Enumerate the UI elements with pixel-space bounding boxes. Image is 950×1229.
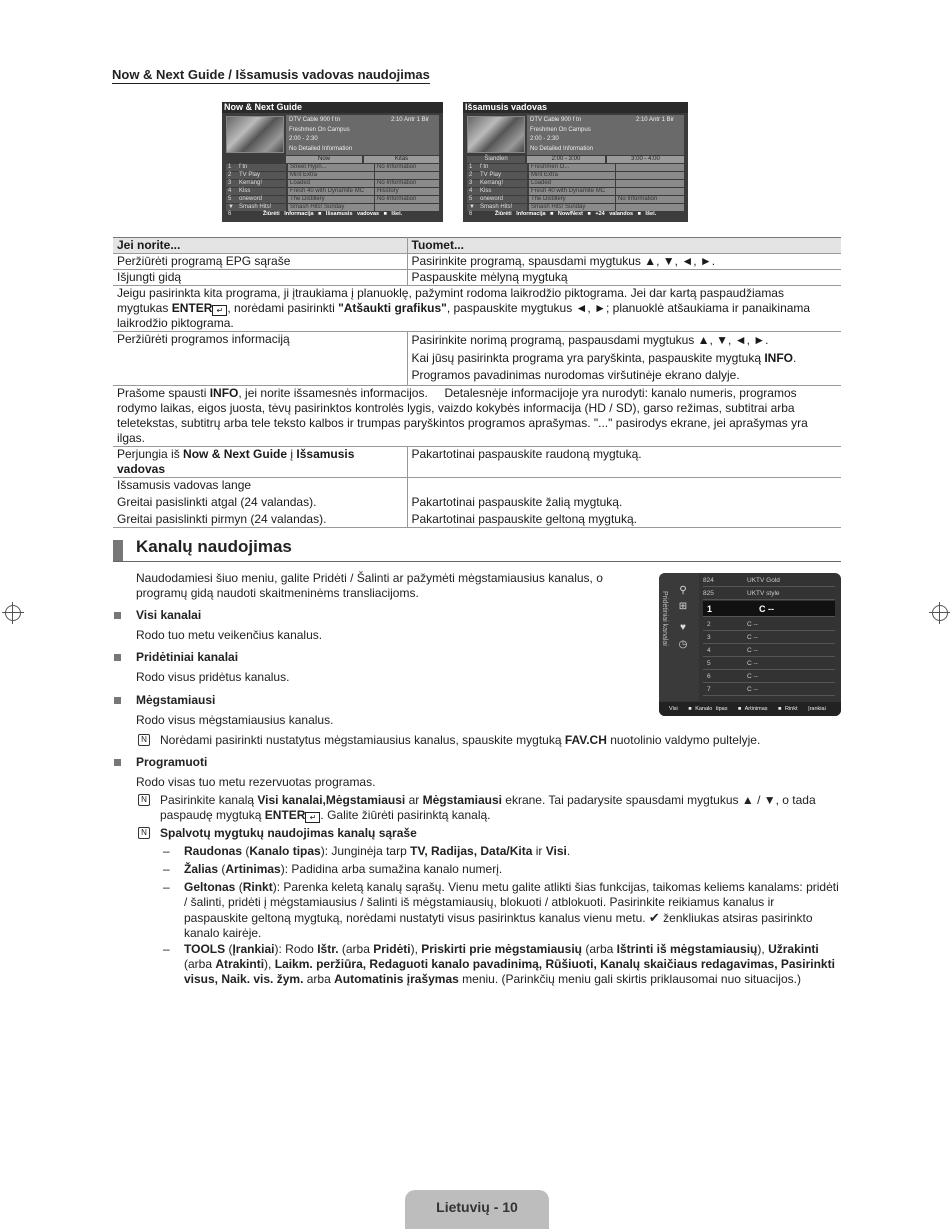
guide-section-title: Now & Next Guide / Išsamusis vadovas naudojimas xyxy=(112,67,430,82)
note-icon: N xyxy=(138,827,150,839)
color-button-desc: TOOLS (Įrankiai): Rodo Ištr. (arba Pridėti), Priskirti prie mėgstamiausių (arba Ištrinti iš mėgstamiausių), Užrakinti (arba Atrakinti), Laikm. peržiūra, Redaguoti kanalo pavadinimą, Rūšiuoti, Kanalų skaičiaus redagavimas, Pasirinkti visus, Naik. vis. žym. arba Automatinis įrašymas meniu. (Parinkčių meniu gali skirtis priklausomai nuo situacijos.) xyxy=(184,942,835,986)
item-text: Rodo visas tuo metu rezervuotas programas. xyxy=(136,775,376,789)
table-row: Prašome spausti INFO, jei norite išsamesnės informacijos. Detalesnėje informacijoje yra nurodyti: kanalo numeris, programos rodymo laikas, eigos juosta, tėvų pasirinktos kontrolės lygis, vaizdo kokybės informacija (HD / SD), garso režimas, subtitrai arba teletekstas, subtitrų arba tele teksto kalbos ir trumpas paryškintos programos aprašymas. "..." pasirodys ekrane, jei aprašymas yra ilgas. xyxy=(113,385,841,446)
bullet-square xyxy=(114,759,121,766)
screen-footer: Žiūrėti Informacija ■ Išsamusis vadovas ■ Išei. xyxy=(262,211,403,217)
item-text: Rodo visus pridėtus kanalus. xyxy=(136,670,290,684)
guide-row[interactable]: 4 Kiss Fresh 40 with Dynamite MC Hisstory xyxy=(226,188,439,195)
bullet-square xyxy=(114,612,121,619)
table-row: Perjungia iš Now & Next Guide į Išsamusis vadovas Pakartotinai paspauskite raudoną mygtuką. xyxy=(113,446,841,477)
guide-row[interactable]: 1 f tn Freshmen O... xyxy=(467,164,684,171)
section-title: Kanalų naudojimas xyxy=(136,537,292,556)
dash-marker: – xyxy=(163,880,170,894)
registration-mark-left xyxy=(5,605,21,621)
antenna-icon: ⚲ xyxy=(679,585,687,596)
channel-row[interactable]: 3 C -- xyxy=(703,631,835,644)
channel-row[interactable]: 824 UKTV Gold xyxy=(703,574,835,587)
guide-row[interactable]: 1 f tn Street Hypn... No Information xyxy=(226,164,439,171)
favorite-heart-icon: ♥ xyxy=(680,622,686,633)
channel-row[interactable]: 6 C -- xyxy=(703,670,835,683)
program-info-box xyxy=(527,115,684,155)
info-line: 2:00 - 2:30 xyxy=(530,136,559,142)
bullet-square xyxy=(114,654,121,661)
note-text: Norėdami pasirinkti nustatytus mėgstamiausius kanalus, spauskite mygtuką FAV.CH nuotolinio valdymo pultelyje. xyxy=(160,733,761,747)
note-icon: N xyxy=(138,794,150,806)
guide-row[interactable]: 5 oneword The Distillery No Information xyxy=(467,196,684,203)
clock-time: 2:10 Antr 1 Bir xyxy=(635,117,674,123)
registration-mark-right xyxy=(932,605,948,621)
channel-row[interactable]: 4 C -- xyxy=(703,644,835,657)
col-slot1: 2:00 - 3:00 xyxy=(527,156,605,163)
info-line: DTV Cable 900 f tn xyxy=(530,117,582,123)
item-text: Rodo tuo metu veikenčius kanalus. xyxy=(136,628,323,642)
table-header-want: Jei norite... xyxy=(113,238,407,254)
enter-icon: ↵ xyxy=(212,305,227,316)
color-button-desc: Raudonas (Kanalo tipas): Junginėja tarp TV, Radijas, Data/Kita ir Visi. xyxy=(184,844,571,858)
section-divider xyxy=(113,561,841,562)
note-heading: Spalvotų mygtukų naudojimas kanalų sąraše xyxy=(160,826,417,840)
color-button-desc: Geltonas (Rinkt): Parenka keletą kanalų sąrašų. Vienu metu galite atlikti šias funkcijas, taikomas keliems kanalams: pridėti / šalinti, pridėti į mėgstamiausius / šalinti iš mėgstamiausių, blokuoti / atblokuoti. Pasirinkite reikiamus kanalus ir paspauskite geltoną mygtuką, norėdami nustatyti visus pasirinktus kanalus vienu metu. ✔ ženkliukas atsiras pasirinkto kanalo kairėje. xyxy=(184,880,839,940)
instruction-table xyxy=(113,237,841,528)
video-thumbnail xyxy=(467,116,525,153)
channel-list-screenshot xyxy=(659,573,841,716)
guide-row[interactable]: 3 Kerrang! Loaded xyxy=(467,180,684,187)
item-title: Pridėtiniai kanalai xyxy=(136,650,239,664)
dash-marker: – xyxy=(163,862,170,876)
dash-marker: – xyxy=(163,844,170,858)
page-number-badge: Lietuvių - 10 xyxy=(405,1190,549,1229)
col-today: Šiandien xyxy=(467,156,525,163)
item-title: Mėgstamiausi xyxy=(136,693,216,707)
channel-row[interactable]: 2 C -- xyxy=(703,618,835,631)
bullet-square xyxy=(114,697,121,704)
section-intro: Naudodamiesi šiuo meniu, galite Pridėti / Šalinti ar pažymėti mėgstamiausius kanalus, o programų gidą naudoti skaitmeninėms transliacijoms. xyxy=(136,571,603,600)
info-line: Freshmen On Campus xyxy=(530,126,591,133)
guide-row[interactable]: ▼ 6 Smash Hits! Smash Hits! Sunday xyxy=(467,204,684,211)
channel-row-selected[interactable]: 1 C -- xyxy=(703,601,835,617)
info-line: No Detailed Information xyxy=(289,145,353,152)
full-guide-screenshot xyxy=(463,102,688,222)
guide-row[interactable]: 5 oneword The Distillery No Information xyxy=(226,196,439,203)
screen-header: Now & Next Guide xyxy=(222,102,443,113)
channel-row[interactable]: 5 C -- xyxy=(703,657,835,670)
item-title: Visi kanalai xyxy=(136,608,202,622)
table-row: Išsamusis vadovas lange xyxy=(113,477,841,493)
clock-time: 2:10 Antr 1 Bir xyxy=(390,117,429,123)
channel-row[interactable]: 825 UKTV style xyxy=(703,587,835,600)
table-row: Greitai pasislinkti pirmyn (24 valandas). Pakartotinai paspauskite geltoną mygtuką. xyxy=(113,510,841,528)
section-marker xyxy=(113,540,123,561)
table-row: Peržiūrėti programą EPG sąraše Pasirinkite programą, spausdami mygtukus ▲, ▼, ◄, ►. xyxy=(113,254,841,270)
item-text: Rodo visus mėgstamiausius kanalus. xyxy=(136,713,334,727)
dash-marker: – xyxy=(163,942,170,956)
table-header-then: Tuomet... xyxy=(407,238,841,254)
col-slot2: 3:00 - 4:00 xyxy=(607,156,684,163)
table-row: Greitai pasislinkti atgal (24 valandas). Pakartotinai paspauskite žalią mygtuką. xyxy=(113,493,841,510)
note-text: Pasirinkite kanalą Visi kanalai,Mėgstamiausi ar Mėgstamiausi ekrane. Tai padarysite spausdami mygtukus ▲ / ▼, o tada paspaudę mygtuką ENTER ↵ . Galite žiūrėti pasirinktą kanalą. xyxy=(160,793,816,822)
schedule-clock-icon: ◷ xyxy=(678,639,688,650)
now-next-guide-screenshot xyxy=(222,102,443,222)
col-now: Now xyxy=(286,156,362,163)
info-line: DTV Cable 900 f tn xyxy=(289,117,341,123)
guide-row[interactable]: ▼ 6 Smash Hits! Smash Hits! Sunday xyxy=(226,204,439,211)
col-next: Kitas xyxy=(364,156,439,163)
info-line: Freshmen On Campus xyxy=(289,126,350,133)
color-button-desc: Žalias (Artinimas): Padidina arba sumažina kanalo numerį. xyxy=(184,862,503,876)
screen-header: Išsamusis vadovas xyxy=(463,102,688,113)
table-row: Išjungti gidą Paspauskite mėlyną mygtuką xyxy=(113,270,841,286)
checkmark-icon: ✔ xyxy=(648,910,660,925)
guide-row[interactable]: 4 Kiss Fresh 40 with Dynamite MC xyxy=(467,188,684,195)
table-row: Peržiūrėti programos informaciją Pasirinkite norimą programą, paspausdami mygtukus ▲, ▼, ◄, ►. Kai jūsų pasirinkta programa yra paryškinta, paspauskite mygtuką INFO. Programos pavadinimas nurodomas viršutinėje ekrano dalyje. xyxy=(113,332,841,386)
screen-footer: Žiūrėti Informacija ■ Now/Next ■ +24 valandos ■ Išei. xyxy=(494,211,657,217)
guide-row[interactable]: 3 Kerrang! Loaded No Information xyxy=(226,180,439,187)
channel-row[interactable]: 7 C -- xyxy=(703,683,835,696)
panel-vertical-label: Pridėtiniai kanalai xyxy=(661,591,668,646)
panel-footer: Visi ■ Kanalo tipas ■ Artinimas ■ Rinkt Įrankiai xyxy=(659,702,841,716)
item-title: Programuoti xyxy=(136,755,208,769)
added-channels-icon: ⊞ xyxy=(678,601,688,612)
program-info-box xyxy=(286,115,439,155)
info-line: 2:00 - 2:30 xyxy=(289,136,318,142)
guide-row[interactable]: 2 TV Play Mint Extra xyxy=(467,172,684,179)
note-icon: N xyxy=(138,734,150,746)
table-row: Jeigu pasirinkta kita programa, ji įtraukiama į planuoklę, pažymint rodoma laikrodžio piktograma. Jei dar kartą paspaudžiamas mygtukas ENTER ↵ , norėdami pasirinkti "Atšaukti grafikus", paspauskite mygtukus ◄, ►; planuoklė atšaukiama ir panaikinama laikrodžio piktograma. xyxy=(113,286,841,332)
enter-icon: ↵ xyxy=(305,812,320,823)
guide-row[interactable]: 2 TV Play Mint Extra xyxy=(226,172,439,179)
video-thumbnail xyxy=(226,116,284,153)
info-line: No Detailed Information xyxy=(530,145,594,152)
